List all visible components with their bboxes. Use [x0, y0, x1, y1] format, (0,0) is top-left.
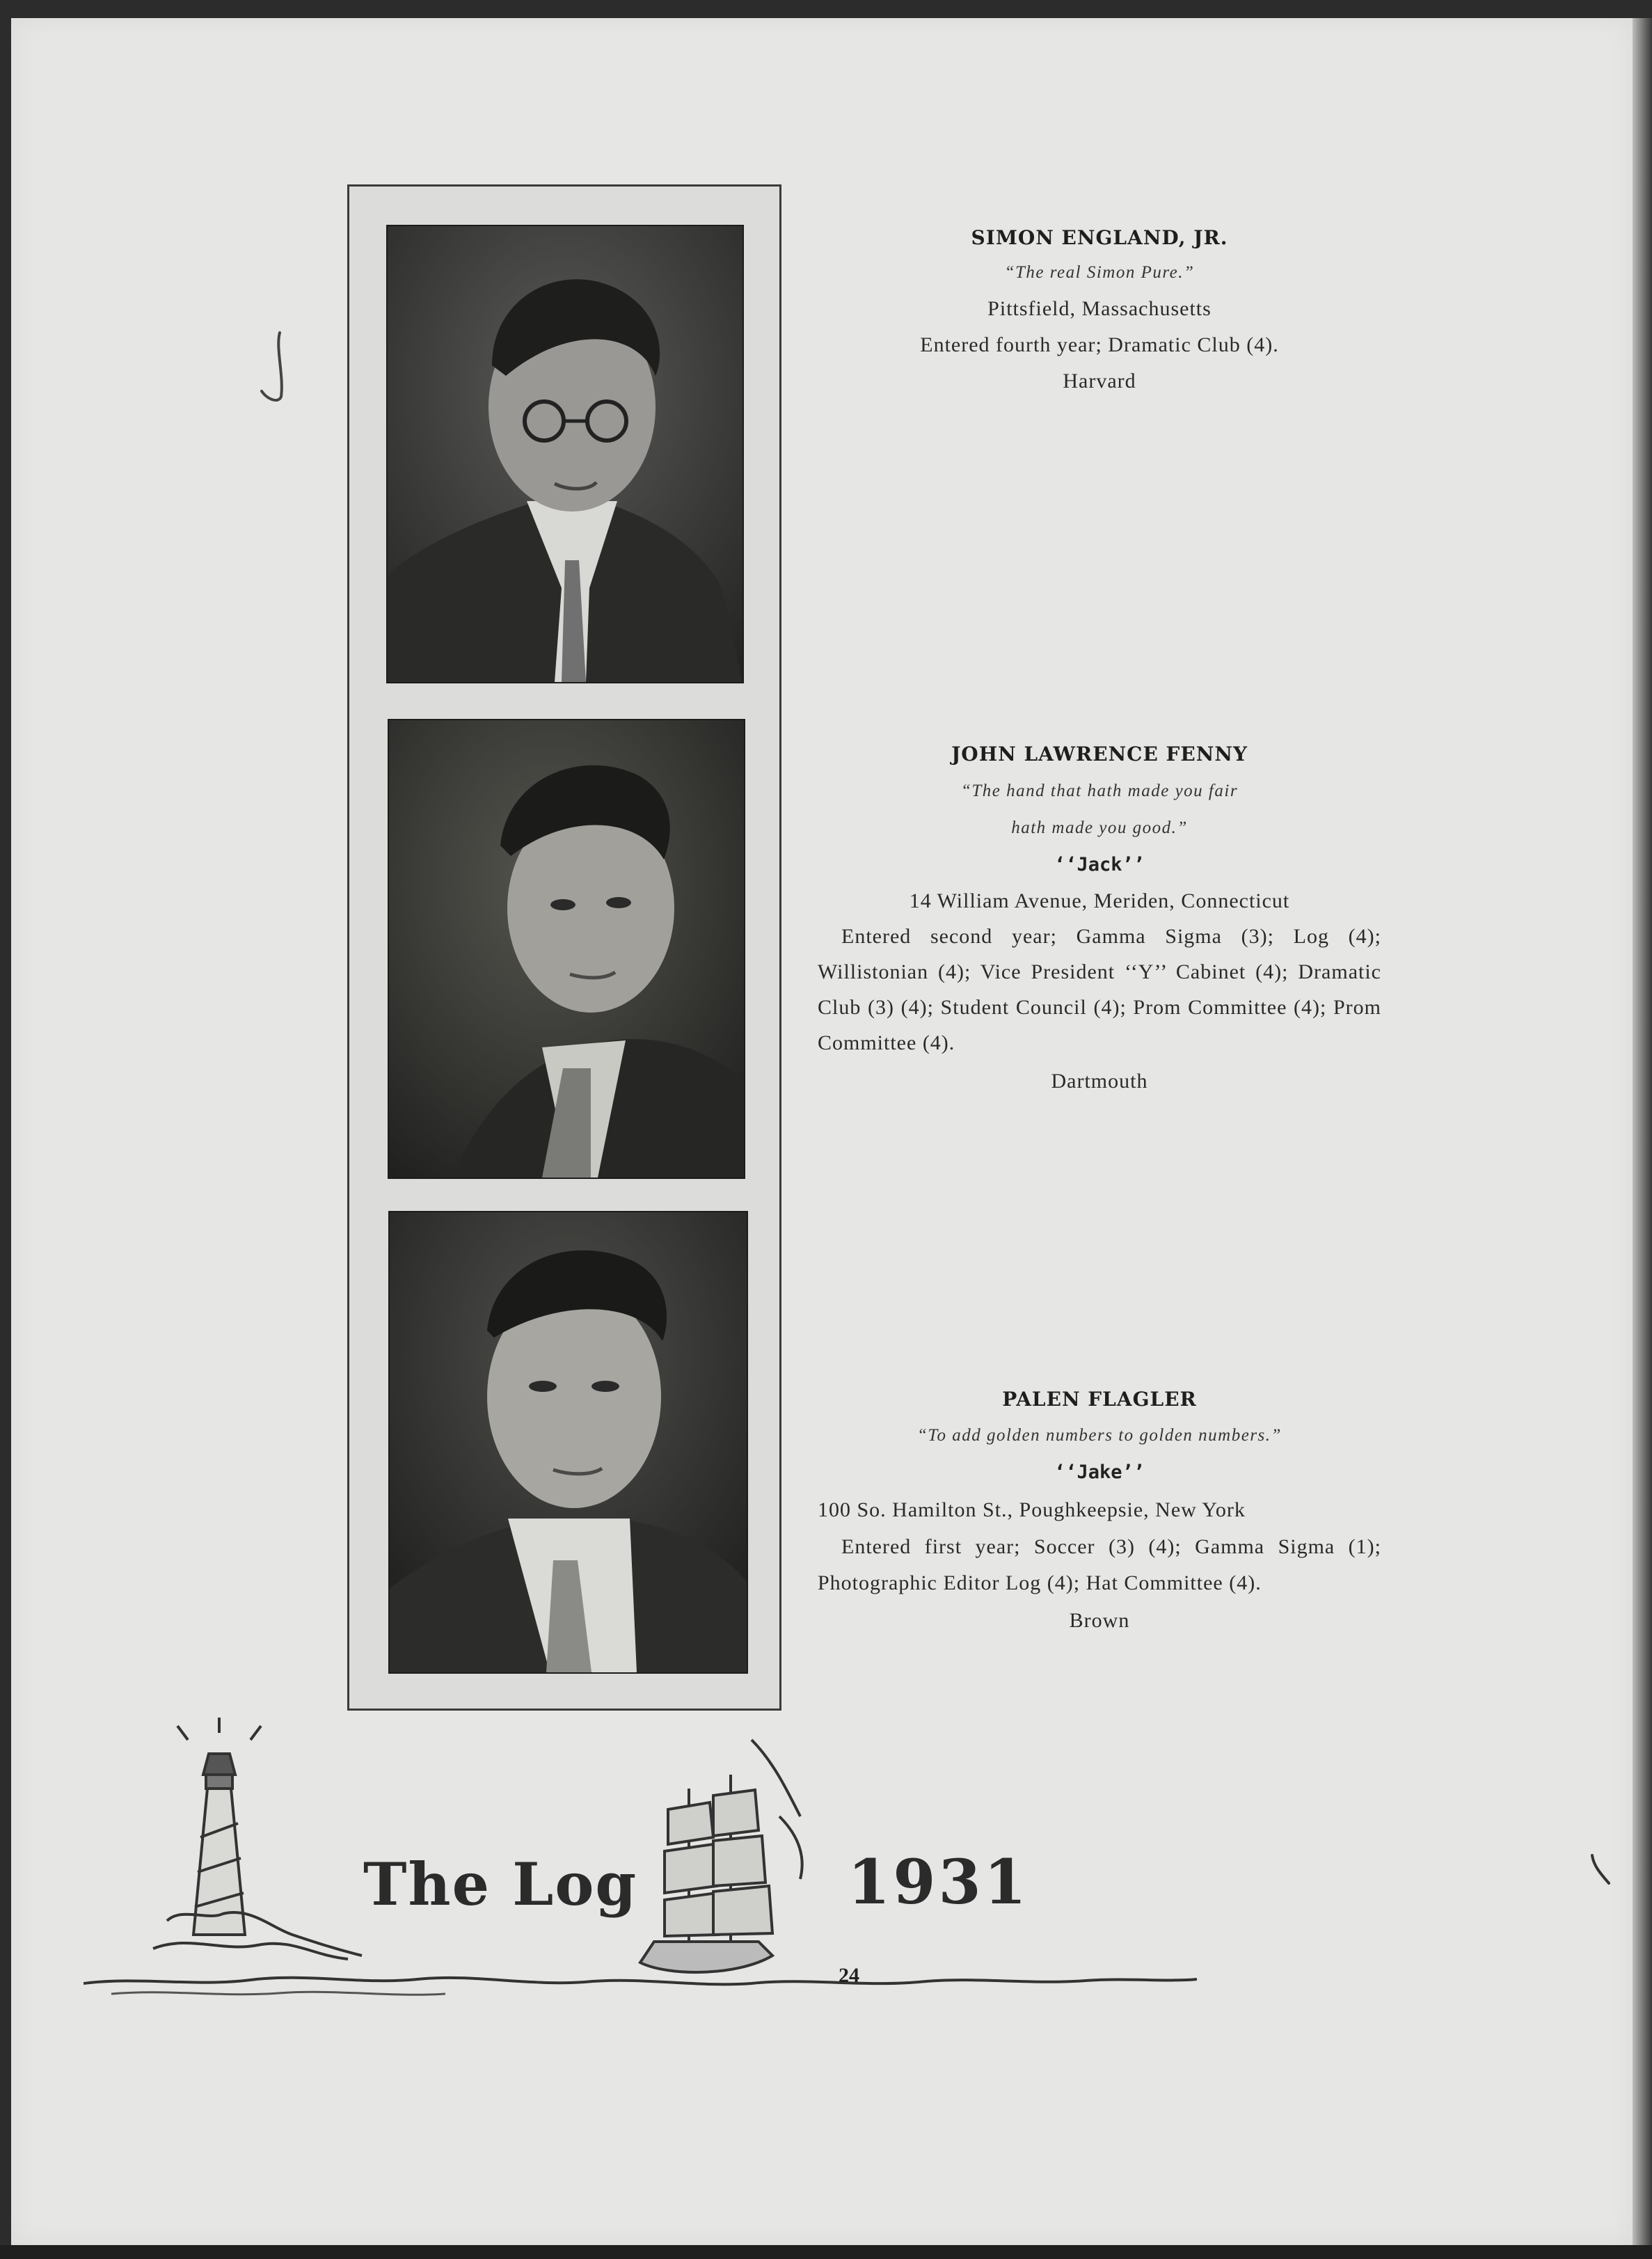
footer-illustration	[84, 1712, 1197, 2004]
portrait-panel	[347, 184, 781, 1711]
pencil-mark	[1585, 1851, 1620, 1893]
student-college: Brown	[1069, 1609, 1130, 1632]
portrait-photo-palen-flagler	[390, 1212, 747, 1672]
student-nickname: ‘‘Jake’’	[1054, 1461, 1145, 1483]
student-activities: Entered fourth year; Dramatic Club (4).	[920, 333, 1279, 356]
student-activities: Entered second year; Gamma Sigma (3); Log (4); Willistonian (4); Vice President ‘‘Y’’ Cabinet (4); Dramatic Club (3) (4); Student Council (4); Prom Committee (4); Prom Committee (4).	[818, 925, 1381, 1054]
scan-border	[0, 2245, 1652, 2259]
student-name: PALEN FLAGLER	[1002, 1388, 1197, 1411]
page-edge	[1633, 18, 1652, 2245]
lighthouse-icon	[153, 1718, 362, 1959]
student-college: Harvard	[1063, 370, 1136, 393]
portrait-photo-john-fenny	[389, 720, 744, 1178]
portrait-photo-simon-england	[388, 226, 742, 682]
yearbook-title: The Log	[363, 1850, 638, 1919]
sea-waves	[84, 1978, 1197, 1985]
student-name: SIMON ENGLAND, JR.	[971, 226, 1228, 249]
senior-entry-palen-flagler	[818, 1381, 1381, 1640]
senior-entry-simon-england	[835, 221, 1364, 399]
student-activities: Entered first year; Soccer (3) (4); Gamma Sigma (1); Photographic Editor Log (4); Hat Committee (4).	[818, 1535, 1381, 1594]
pencil-check-mark	[252, 327, 294, 411]
sailing-ship-icon	[640, 1740, 802, 1972]
student-quote-line-1: “The hand that hath made you fair	[960, 782, 1239, 800]
student-nickname: ‘‘Jack’’	[1054, 854, 1145, 875]
student-quote-line-2: hath made you good.”	[1011, 818, 1188, 837]
student-quote: “To add golden numbers to golden numbers.”	[917, 1426, 1282, 1445]
student-hometown: Pittsfield, Massachusetts	[987, 297, 1212, 320]
page-number: 24	[839, 1964, 859, 1987]
student-quote: “The real Simon Pure.”	[1004, 263, 1195, 282]
student-address: 100 So. Hamilton St., Poughkeepsie, New York	[818, 1498, 1246, 1521]
yearbook-year: 1931	[848, 1846, 1029, 1918]
student-address: 14 William Avenue, Meriden, Connecticut	[909, 889, 1290, 912]
senior-entry-john-fenny	[818, 736, 1381, 1100]
student-college: Dartmouth	[1051, 1070, 1148, 1093]
student-name: JOHN LAWRENCE FENNY	[951, 743, 1248, 766]
